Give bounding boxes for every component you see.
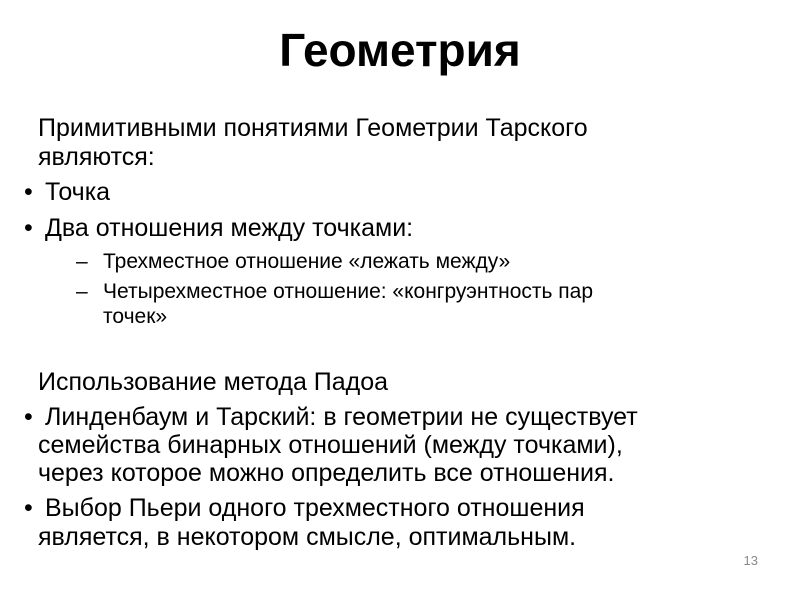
intro-line-2: являются: bbox=[38, 143, 155, 171]
pieri-line-2: является, в некотором смысле, оптимальным. bbox=[38, 523, 577, 551]
sub-item-1-dash: – bbox=[76, 250, 88, 273]
sub-item-congruence-cont: точек» bbox=[103, 305, 168, 328]
lindenbaum-line-2: семейства бинарных отношений (между точками), bbox=[38, 431, 623, 459]
bullet-relations-marker: • bbox=[24, 214, 33, 242]
bullet-point-marker: • bbox=[24, 178, 33, 206]
bullet-lindenbaum-marker: • bbox=[24, 403, 33, 431]
point-item: Точка bbox=[45, 178, 111, 206]
relations-item: Два отношения между точками: bbox=[45, 214, 414, 242]
slide-title: Геометрия bbox=[279, 24, 521, 76]
sub-item-congruence: Четырехместное отношение: «конгруэнтность пар bbox=[103, 280, 594, 303]
intro-line-1: Примитивными понятиями Геометрии Тарского bbox=[38, 114, 588, 142]
padoa-heading: Использование метода Падоа bbox=[38, 368, 389, 396]
bullet-pieri-marker: • bbox=[24, 494, 33, 522]
page-number: 13 bbox=[743, 553, 758, 568]
lindenbaum-line-1: Линденбаум и Тарский: в геометрии не существует bbox=[45, 403, 638, 431]
sub-item-between: Трехместное отношение «лежать между» bbox=[103, 250, 511, 273]
pieri-line-1: Выбор Пьери одного трехместного отношения bbox=[45, 494, 585, 522]
lindenbaum-line-3: через которое можно определить все отношения. bbox=[38, 459, 615, 487]
sub-item-2-dash: – bbox=[76, 280, 88, 303]
